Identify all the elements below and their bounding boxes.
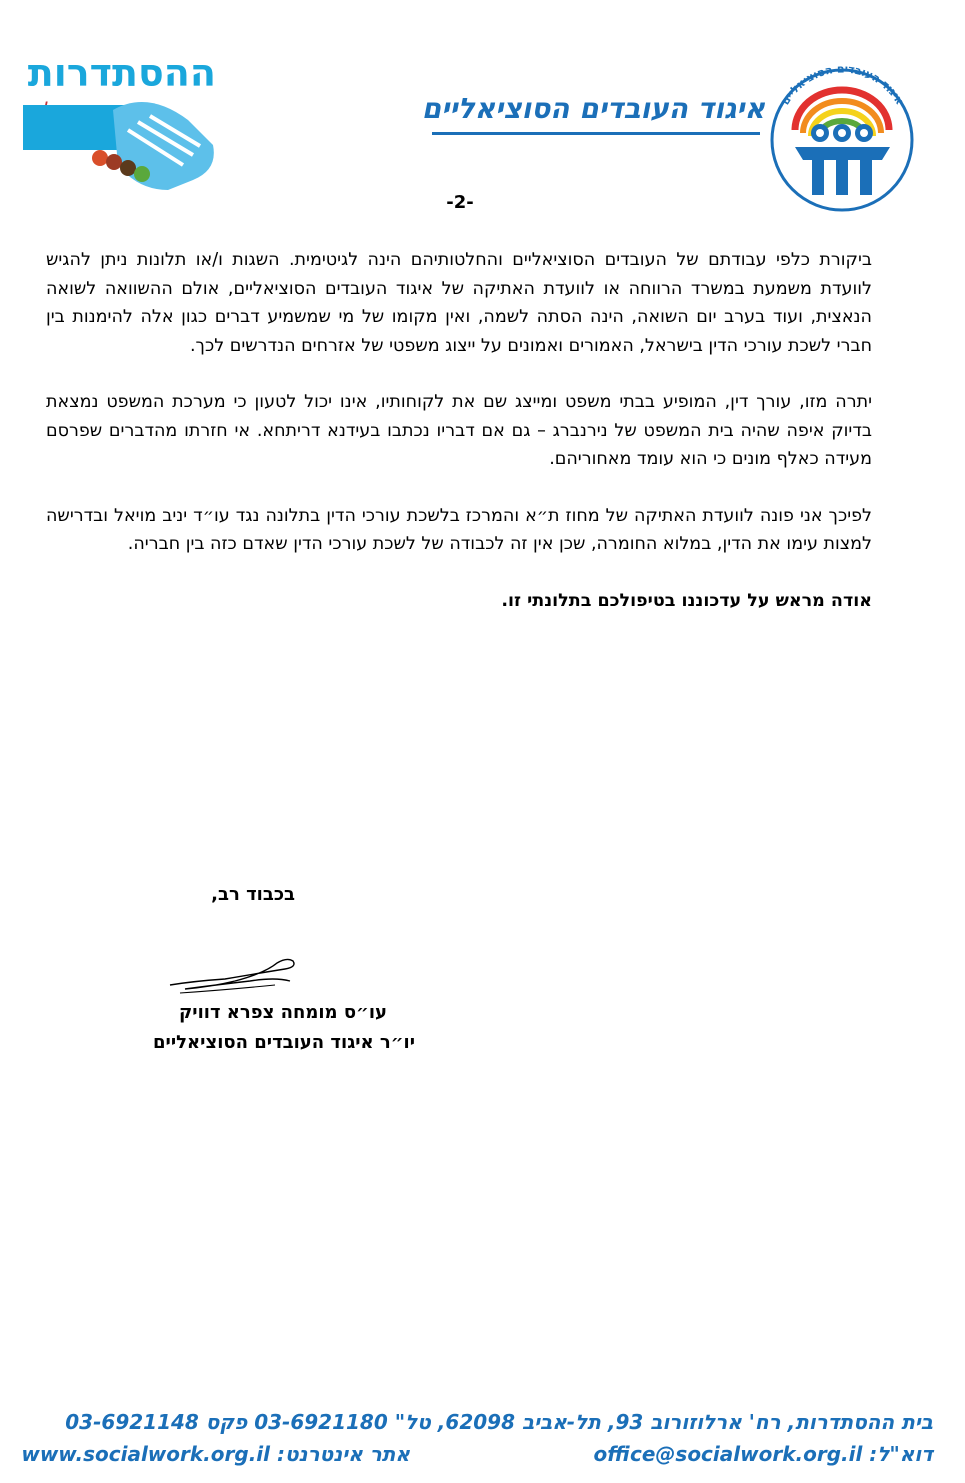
regards: בכבוד רב, bbox=[211, 884, 295, 905]
footer-email: דוא"ל: office@socialwork.org.il bbox=[593, 1442, 933, 1466]
social-workers-union-logo bbox=[760, 55, 925, 215]
paragraph-3: לפיכך אני פונה לוועדת האתיקה של מחוז ת״א והמרכז בלשכת עורכי הדין בתלונה נגד עו״ד יניב מויאל ובדרישה למצות עימו את הדין, במלוא החומרה, שכן אין זה לכבודה של לשכת עורכי הדין שאדם כזה בין חבריה. bbox=[46, 505, 872, 554]
union-title: איגוד העובדים הסוציאליים bbox=[421, 92, 765, 125]
paragraph-1: ביקורת כלפי עבודתם של העובדים הסוציאליים והחלטותיהם הינה לגיטימית. השגות ו/או תלונות ניתן להגיש לוועדת משמעת במשרד הרווחה או לוועדת האתיקה של איגוד העובדים הסוציאליים, אולם ההשוואה לשואה הנאצית, ועוד בערב יום השואה, הינה הסתה לשמה, ואין מקומו של מי שמשמיע דברים כגון אלה להימנות בין חברי לשכת עורכי הדין בישראל, האמורים ואמונים על ייצוג משפטי של אזרחים הנדרשים לכך. bbox=[46, 250, 872, 356]
signer-block bbox=[60, 998, 415, 1058]
footer-address: בית ההסתדרות, רח' ארלוזורוב 93, תל-אביב 62098, טל" 03-6921180 פקס 03-6921148 bbox=[65, 1410, 933, 1434]
closing-line: אודה מראש על עדכוננו בטיפולכם בתלונתי זו. bbox=[501, 590, 872, 611]
signer-name: עו״ס מומחה צפרא דוויק bbox=[179, 1002, 387, 1023]
footer-website: אתר אינטרנט: www.socialwork.org.il bbox=[21, 1442, 410, 1466]
handwritten-signature bbox=[165, 955, 300, 1000]
page-number: -2- bbox=[446, 192, 474, 213]
signer-role: יו״ר איגוד העובדים הסוציאליים bbox=[153, 1032, 415, 1053]
letter-body bbox=[46, 246, 872, 643]
header-underline bbox=[432, 132, 760, 135]
histadrut-logo bbox=[18, 50, 223, 195]
histadrut-logo-text: ההסתדרות bbox=[27, 51, 216, 95]
union-logo-ring-text: איגוד העובדים הסוציאליים bbox=[778, 62, 907, 108]
footer bbox=[0, 1408, 965, 1478]
paragraph-2: יתרה מזו, עורך דין, המופיע בבתי משפט ומייצג שם את לקוחותיו, אינו יכול לטעון כי מערכת המשפט נמצאת בדיוק איפה שהיה בית המשפט של נירנברג – גם אם דבריו נכתבו בעידנא דריתחא. אי חזרתו מהדברים שפרסם מעידה כאלף מונים כי הוא עומד מאחוריהם. bbox=[46, 392, 872, 469]
